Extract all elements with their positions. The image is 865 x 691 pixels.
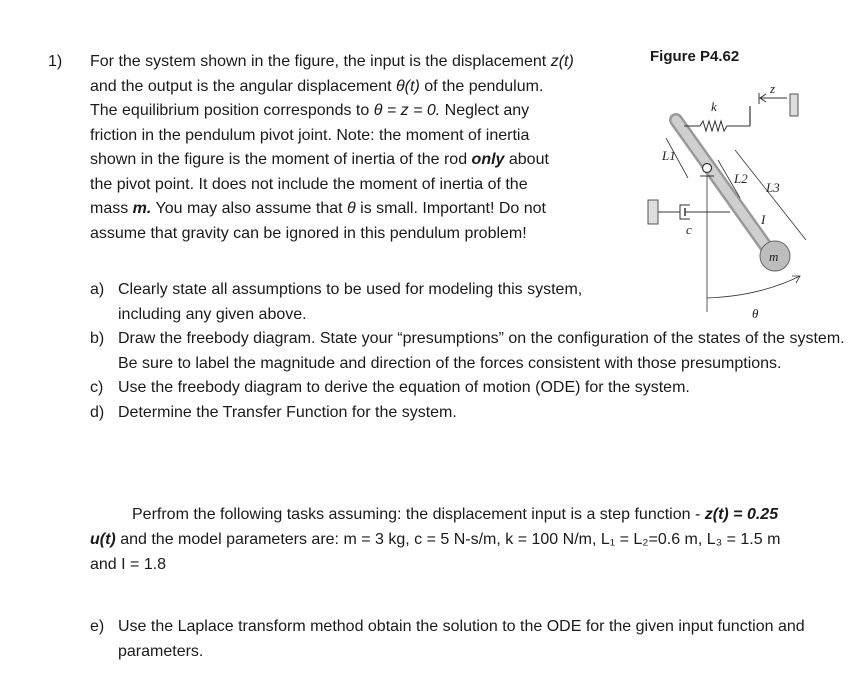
part-d (90, 401, 850, 426)
intro-line-1 (90, 50, 630, 75)
z-label: z (770, 81, 776, 96)
intro-line-5 (90, 148, 630, 173)
part-text: Clearly state all assumptions to be used for modeling this system, including any given above. (118, 281, 583, 323)
part-a (90, 278, 850, 327)
L2-label: L2 (734, 171, 748, 186)
output-symbol: θ(t) (395, 77, 420, 95)
damper-label: c (686, 222, 692, 237)
intro-text: shown in the figure is the moment of inertia of the rod (90, 151, 472, 168)
intro-line-7 (90, 197, 630, 222)
intro-line-6: the pivot point. It does not include the moment of inertia of the (90, 175, 528, 193)
part-b (90, 327, 850, 376)
intro-line-4: friction in the pendulum pivot joint. Note: the moment of inertia (90, 126, 530, 144)
part-e (90, 614, 850, 664)
question-number: 1) (48, 53, 63, 70)
L3-label: L3 (766, 180, 780, 195)
part-e-block (90, 614, 850, 664)
task-line-1 (90, 502, 850, 527)
part-text: Use the Laplace transform method obtain the solution to the ODE for the given input function and parameters. (118, 618, 805, 660)
step-function: u(t) (90, 531, 116, 548)
mass-label: m (769, 249, 779, 264)
part-text: Draw the freebody diagram. State your “presumptions” on the configuration of the states of the system. Be sure to label the magnitude and direction of the forces consistent with those presumptions. (118, 330, 845, 372)
part-label: c) (90, 379, 104, 396)
intro-line-2 (90, 75, 630, 100)
damper-wall (648, 200, 658, 224)
input-symbol: z(t) (550, 53, 574, 70)
L1-label: L1 (662, 148, 676, 163)
task-line-3: and I = 1.8 (90, 556, 167, 573)
intro-text: is small. Important! Do not (355, 200, 546, 217)
spring (700, 121, 750, 131)
part-label: b) (90, 330, 105, 347)
part-c (90, 376, 850, 401)
equilibrium-condition: θ = z = 0. (373, 102, 441, 119)
task-parameters (90, 502, 850, 577)
problem-statement (90, 50, 630, 246)
spring-label: k (711, 99, 717, 114)
mass-symbol: m. (132, 200, 152, 217)
input-wall (790, 94, 798, 116)
intro-text: mass (90, 200, 133, 217)
part-label: a) (90, 281, 105, 298)
figure-title: Figure P4.62 (650, 48, 740, 65)
intro-text: The equilibrium position corresponds to (90, 102, 374, 119)
intro-text: about (504, 151, 549, 168)
emphasis-only: only (471, 151, 505, 168)
part-text: Determine the Transfer Function for the system. (118, 403, 457, 421)
theta-symbol: θ (347, 200, 356, 217)
intro-line-8: assume that gravity can be ignored in this pendulum problem! (90, 224, 527, 242)
intro-text: You may also assume that (151, 200, 348, 217)
part-label: d) (90, 403, 105, 421)
part-label: e) (90, 618, 105, 635)
parts-list (90, 278, 850, 425)
intro-text: Neglect any (440, 102, 530, 119)
inertia-label: I (761, 212, 766, 227)
model-parameters: and the model parameters are: m = 3 kg, c = 5 N-s/m, k = 100 N/m, L₁ = L₂=0.6 m, L₃ = 1.5 m (115, 531, 781, 548)
part-text: Use the freebody diagram to derive the equation of motion (ODE) for the system. (118, 379, 690, 396)
theta-label: θ (752, 306, 759, 321)
task-line-2 (90, 527, 850, 552)
intro-text: For the system shown in the figure, the input is the displacement (90, 53, 551, 70)
intro-line-3 (90, 99, 630, 124)
task-text: Perfrom the following tasks assuming: the displacement input is a step function - (132, 506, 705, 523)
step-input: z(t) = 0.25 (704, 506, 779, 523)
pivot-joint (703, 164, 712, 173)
intro-text: and the output is the angular displacement (90, 77, 396, 95)
intro-text: of the pendulum. (419, 77, 544, 95)
